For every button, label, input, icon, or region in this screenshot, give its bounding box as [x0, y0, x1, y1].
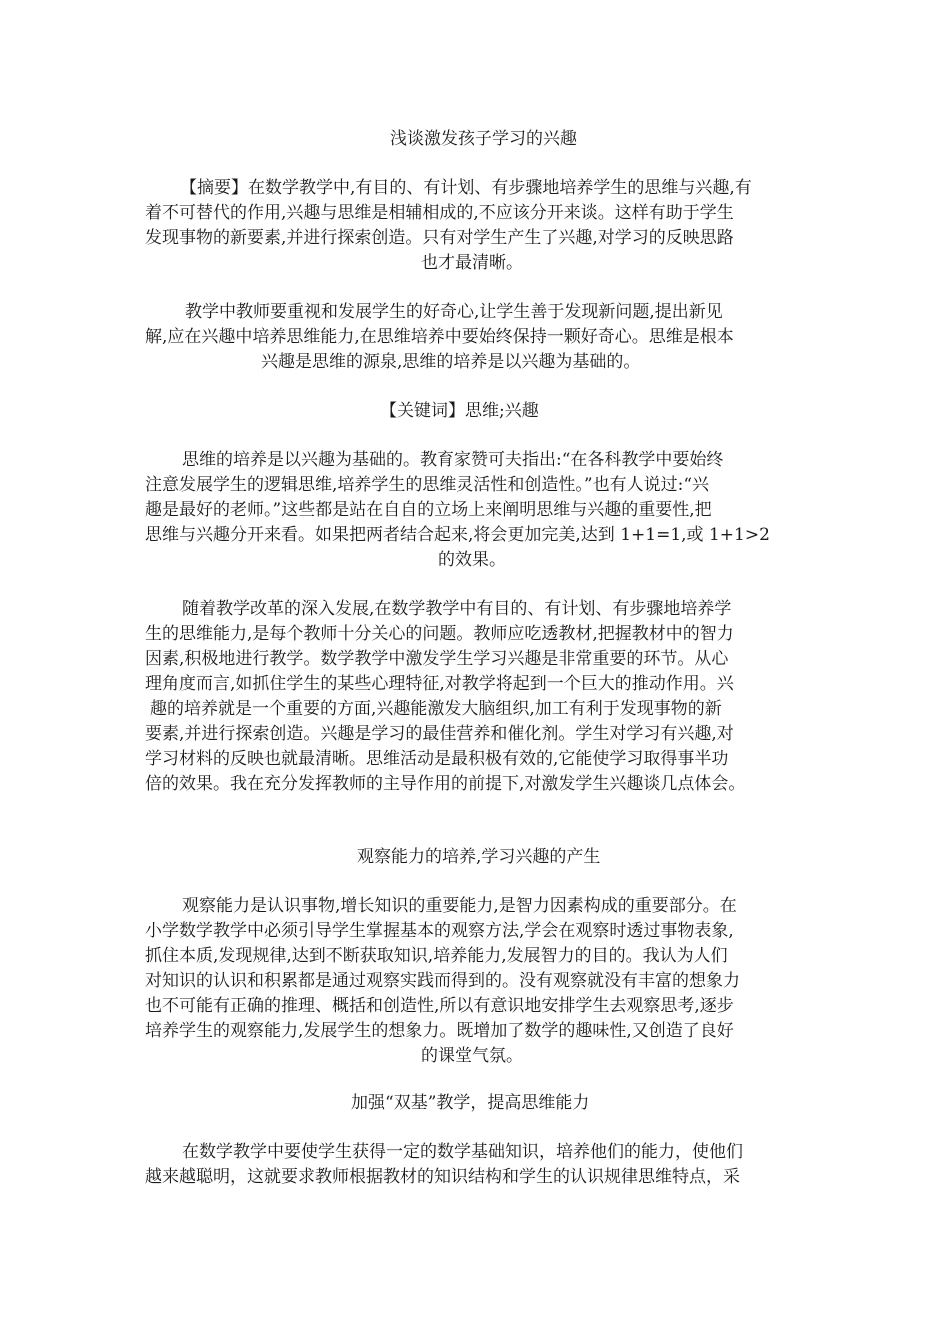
paragraph-line: 抓住本质,发现规律,达到不断获取知识,培养能力,发展智力的目的。我认为人们 — [145, 946, 728, 966]
paragraph-line: 思维与兴趣分开来看。如果把两者结合起来,将会更加完美,达到 1+1=1,或 1+1>2 — [145, 525, 770, 545]
paragraph-line: 学习材料的反映也就最清晰。思维活动是最积极有效的,它能使学习取得事半功 — [145, 749, 729, 769]
paragraph-line: 的效果。 — [438, 550, 506, 570]
paragraph-line: 培养学生的观察能力,发展学生的想象力。既增加了数学的趣味性,又创造了良好 — [145, 1021, 734, 1041]
paragraph-line: 生的思维能力,是每个教师十分关心的问题。教师应吃透教材,把握教材中的智力 — [145, 624, 734, 644]
paragraph-line: 注意发展学生的逻辑思维,培养学生的思维灵活性和创造性。”也有人说过:“兴 — [145, 475, 710, 495]
paragraph-line: 的课堂气氛。 — [421, 1046, 523, 1066]
paragraph-line: 因素,积极地进行教学。数学教学中激发学生学习兴趣是非常重要的环节。从心 — [145, 649, 729, 669]
paragraph-line: 理角度而言,如抓住学生的某些心理特征,对教学将起到一个巨大的推动作用。兴 — [145, 674, 734, 694]
document-title: 浅谈激发孩子学习的兴趣 — [390, 129, 577, 149]
abstract-line: 发现事物的新要素,并进行探索创造。只有对学生产生了兴趣,对学习的反映思路 — [145, 228, 734, 248]
paragraph-line: 随着教学改革的深入发展,在数学教学中有目的、有计划、有步骤地培养学 — [182, 599, 732, 619]
abstract-line: 着不可替代的作用,兴趣与思维是相辅相成的,不应该分开来谈。这样有助于学生 — [145, 203, 734, 223]
intro-line: 教学中教师要重视和发展学生的好奇心,让学生善于发现新问题,提出新见 — [185, 302, 723, 322]
keywords: 【关键词】思维;兴趣 — [380, 401, 539, 421]
paragraph-line: 倍的效果。我在充分发挥教师的主导作用的前提下,对激发学生兴趣谈几点体会。 — [145, 774, 746, 794]
intro-line: 解,应在兴趣中培养思维能力,在思维培养中要始终保持一颗好奇心。思维是根本 — [145, 327, 734, 347]
paragraph-line: 要素,并进行探索创造。兴趣是学习的最佳营养和催化剂。学生对学习有兴趣,对 — [145, 724, 734, 744]
paragraph-line: 越来越聪明，这就要求教师根据教材的知识结构和学生的认识规律思维特点，采 — [145, 1167, 740, 1187]
intro-line: 兴趣是思维的源泉,思维的培养是以兴趣为基础的。 — [261, 352, 641, 372]
paragraph-line: 在数学教学中要使学生获得一定的数学基础知识，培养他们的能力，使他们 — [182, 1142, 743, 1162]
abstract-line: 也才最清晰。 — [421, 253, 523, 273]
paragraph-line: 趣的培养就是一个重要的方面,兴趣能激发大脑组织,加工有利于发现事物的新 — [150, 699, 722, 719]
paragraph-line: 观察能力是认识事物,增长知识的重要能力,是智力因素构成的重要部分。在 — [182, 896, 737, 916]
section-heading: 加强“双基”教学，提高思维能力 — [351, 1093, 590, 1113]
paragraph-line: 也不可能有正确的推理、概括和创造性,所以有意识地安排学生去观察思考,逐步 — [145, 996, 734, 1016]
paragraph-line: 对知识的认识和积累都是通过观察实践而得到的。没有观察就没有丰富的想象力 — [145, 971, 740, 991]
paragraph-line: 趣是最好的老师。”这些都是站在自自的立场上来阐明思维与兴趣的重要性,把 — [145, 500, 712, 520]
abstract-line: 【摘要】在数学教学中,有目的、有计划、有步骤地培养学生的思维与兴趣,有 — [180, 178, 752, 198]
paragraph-line: 思维的培养是以兴趣为基础的。教育家赞可夫指出:“在各科教学中要始终 — [182, 450, 724, 470]
section-heading: 观察能力的培养,学习兴趣的产生 — [357, 847, 601, 867]
paragraph-line: 小学数学教学中必须引导学生掌握基本的观察方法,学会在观察时透过事物表象, — [145, 921, 734, 941]
